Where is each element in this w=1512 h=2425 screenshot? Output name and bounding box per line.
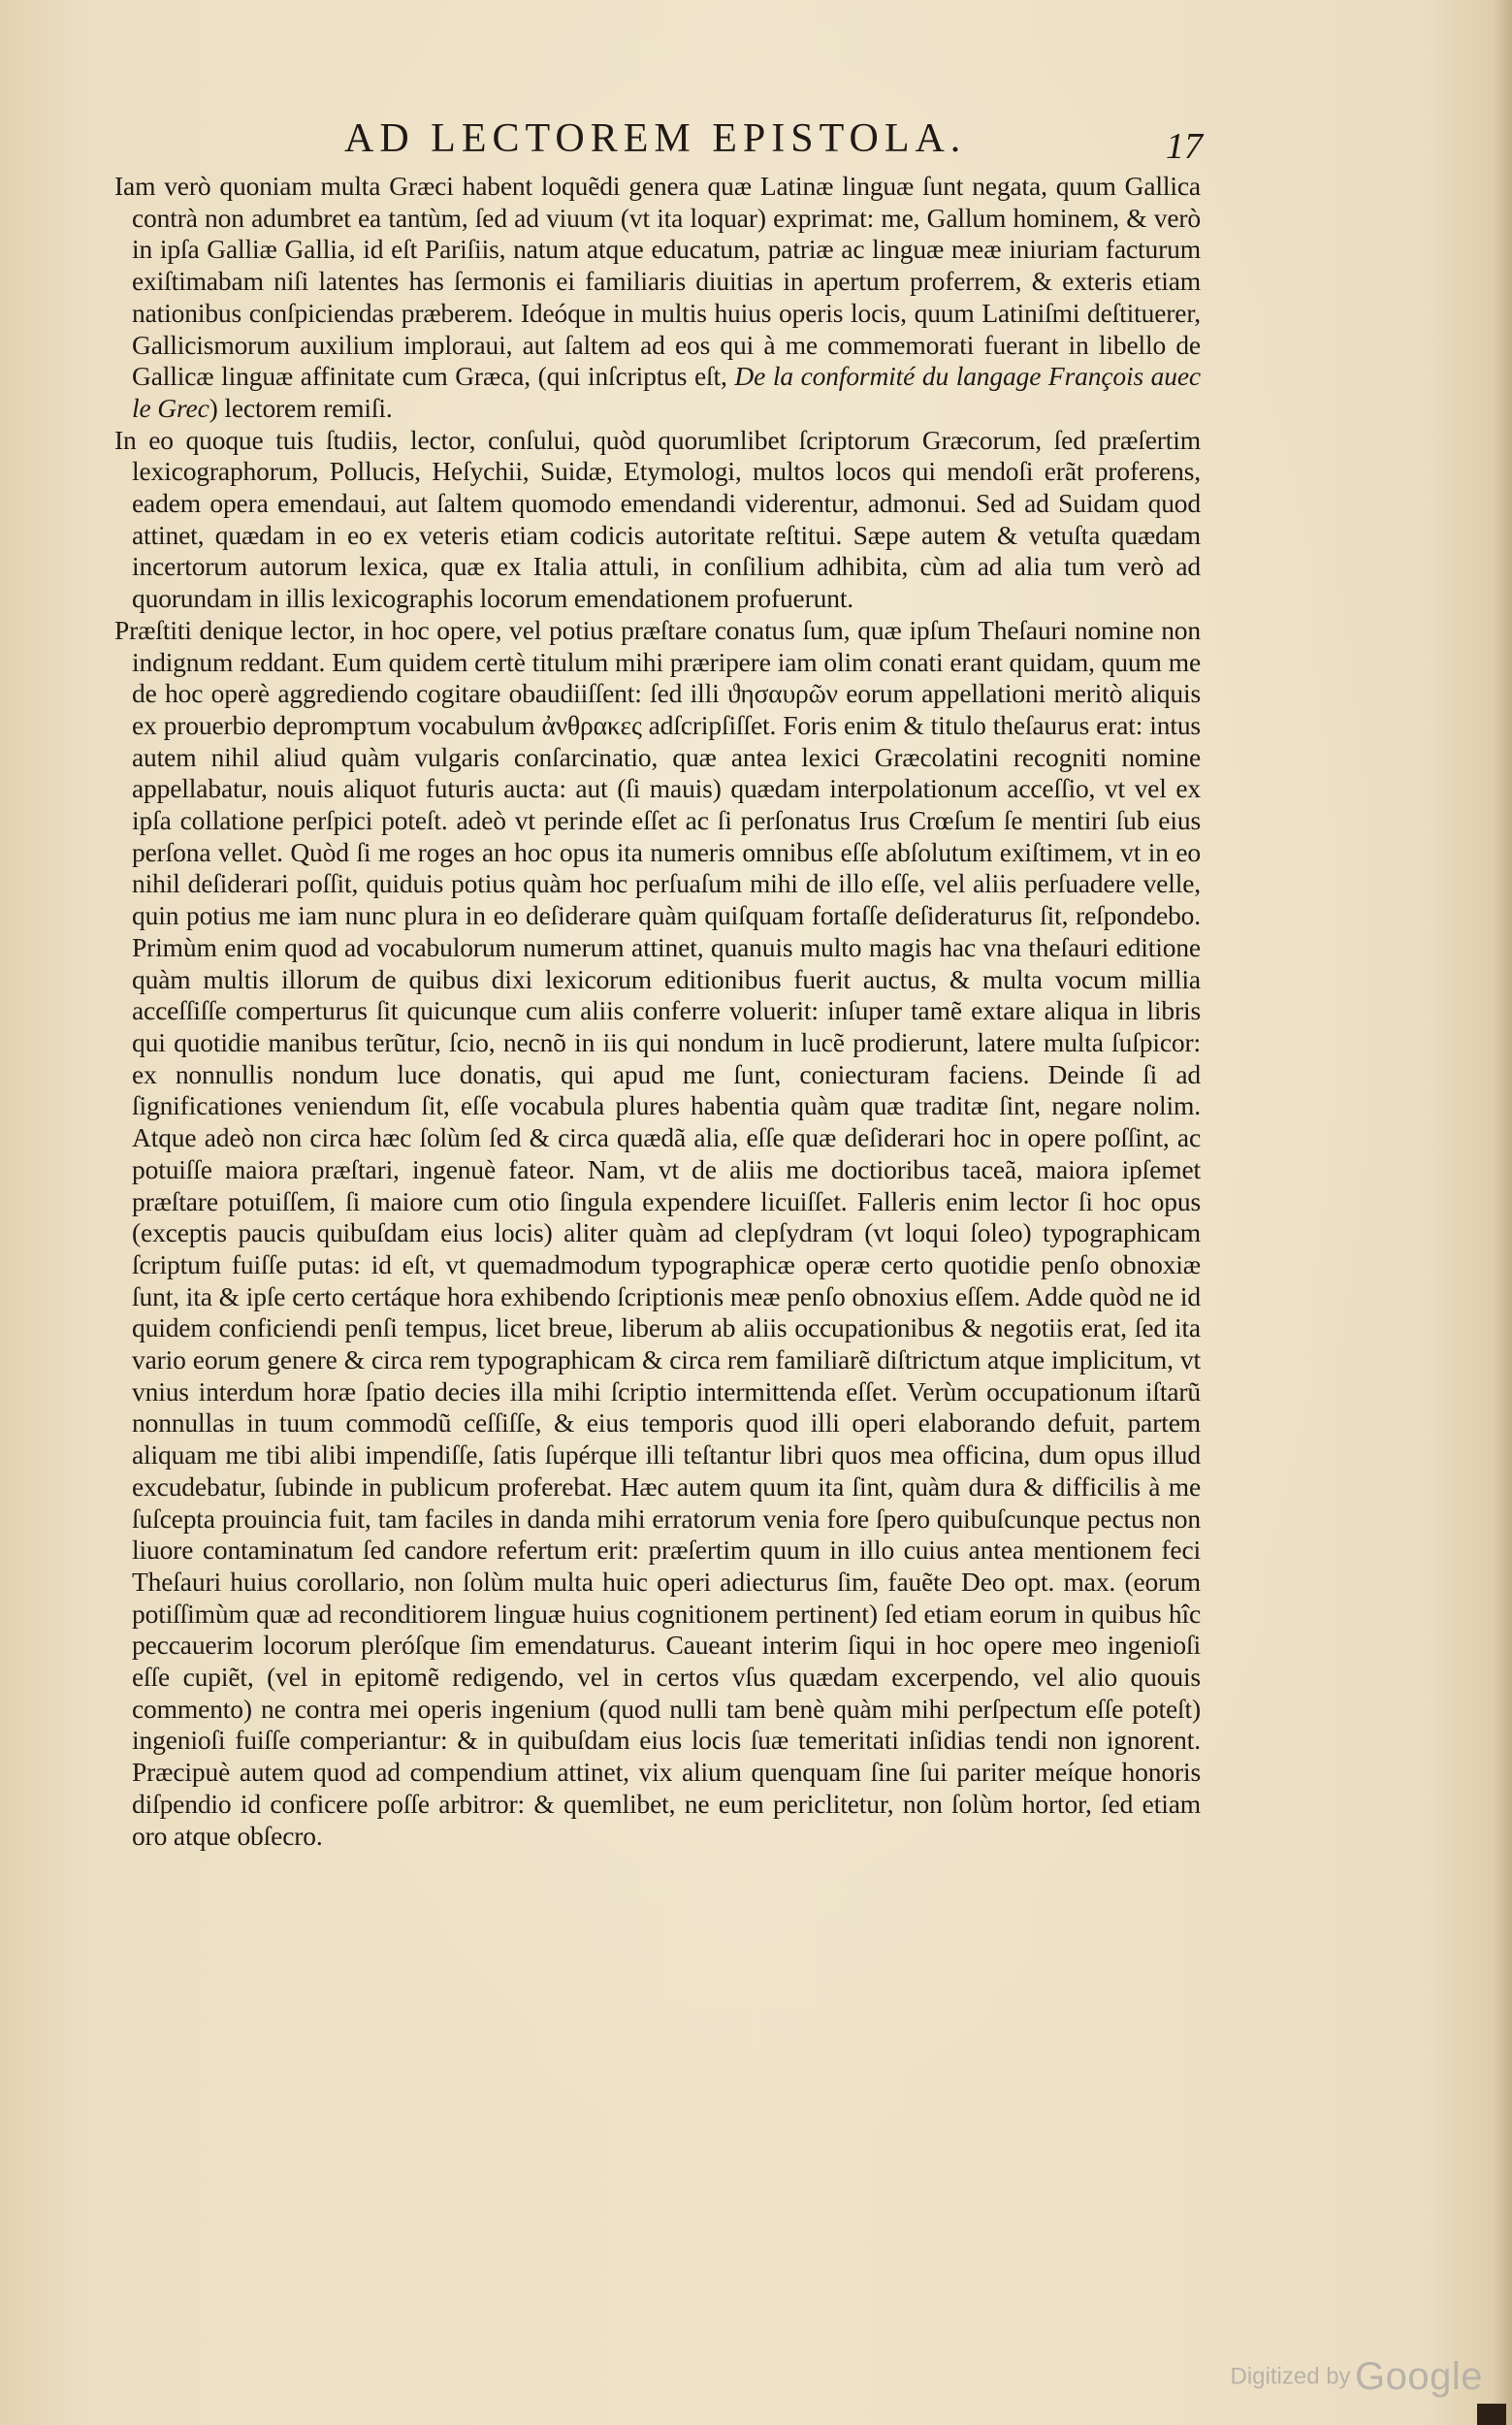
digitized-watermark bbox=[1231, 2355, 1484, 2399]
google-logo: Google bbox=[1355, 2355, 1483, 2398]
corner-mark bbox=[1477, 2404, 1506, 2425]
book-title-reference: De la conformité du langage François auec le Grec bbox=[132, 361, 1201, 423]
page-edge-shadow bbox=[1493, 0, 1512, 2425]
paragraph-3: Præſtiti denique lector, in hoc opere, vel potius præſtare conatus ſum, quæ ipſum Theſauri nomine non indignum reddant. Eum quidem certè titulum mihi præripere iam olim conati erant quidam, quum me de hoc operè aggrediendo cogitare obaudiiſſent: ſed illi ϑησαυρῶν eorum appellationi meritò aliquis ex prouerbio deprompτum vocabulum ἀνθρακες adſcripſiſſet. Foris enim & titulo theſaurus erat: intus autem nihil aliud quàm vulgaris conſarcinatio, quæ antea lexici Græcolatini recogniti nomine appellabatur, nouis aliquot futuris aucta: aut (ſi mauis) quædam interpolationum acceſſio, vt vel ex ipſa collatione perſpici poteſt. adeò vt perinde eſſet ac ſi perſonatus Irus Crœſum ſe mentiri ſub eius perſona vellet. Quòd ſi me roges an hoc opus ita numeris omnibus eſſe abſolutum exiſtimem, vt in eo nihil deſiderari poſſit, quiduis potius quàm hoc perſuaſum mihi de illo eſſe, vel aliis perſuadere velle, quin potius me iam nunc plura in eo deſiderare quàm quiſquam fortaſſe deſideraturus ſit, reſpondebo. Primùm enim quod ad vocabulorum numerum attinet, quanuis multo magis hac vna theſauri editione quàm multis illorum de quibus dixi lexicorum editionibus fuerit auctus, & multa vocum millia acceſſiſſe comperturus ſit quicunque cum aliis conferre voluerit: inſuper tamẽ extare aliqua in libris qui quotidie manibus terũtur, ſcio, necnõ in iis qui nondum in lucẽ prodierunt, latere multa ſuſpicor: ex nonnullis nondum luce donatis, qui apud me ſunt, coniecturam faciens. Deinde ſi ad ſignificationes veniendum ſit, eſſe vocabula plures habentia quàm quæ traditæ ſint, negare nolim. Atque adeò non circa hæc ſolùm ſed & circa quædã alia, eſſe quæ deſiderari hoc in opere poſſint, ac potuiſſe maiora præſtari, ingenuè fateor. Nam, vt de aliis me doctioribus taceã, maiora ipſemet præſtare potuiſſem, ſi maiore cum otio ſingula expendere licuiſſet. Falleris enim lector ſi hoc opus (exceptis paucis quibuſdam eius locis) aliter quàm ad clepſydram (vt loqui ſoleo) typographicam ſcriptum fuiſſe putas: id eſt, vt quemadmodum typographicæ operæ certo quotidie penſo obnoxiæ ſunt, ita & ipſe certo certáque hora exhibendo ſcriptionis meæ penſo obnoxius eſſem. Adde quòd ne id quidem conficiendi penſi tempus, licet breue, liberum ab aliis occupationibus & negotiis erat, ſed ita vario eorum genere & circa rem typographicam & circa rem familiarẽ diſtrictum atque implicitum, vt vnius interdum horæ ſpatio decies illa mihi ſcriptio intermittenda eſſet. Verùm occupationum iſtarũ nonnullas in tuum commodũ ceſſiſſe, & eius temporis quod illi operi elaborando defuit, partem aliquam me tibi alibi impendiſſe, ſatis ſupérque illi teſtantur libri quos mea officina, dum opus illud excudebatur, ſubinde in publicum proferebat. Hæc autem quum ita ſint, quàm dura & difficilis à me ſuſcepta prouincia fuit, tam faciles in danda mihi erratorum venia fore ſpero quibuſcunque pectus non liuore contaminatum ſed candore refertum erit: præſertim quum in illo cuius antea mentionem feci Theſauri huius corollario, non ſolùm multa huic operi adiecturus ſim, fauẽte Deo opt. max. (eorum potiſſimùm quæ ad reconditiorem linguæ huius cognitionem pertinent) ſed etiam eorum in quibus hîc peccauerim locorum pleróſque ſim emendaturus. Caueant interim ſiqui in hoc opere meo ingenioſi eſſe cupiẽt, (vel in epitomẽ redigendo, vel in certos vſus quædam excerpendo, vel alio quouis commento) ne contra mei operis ingenium (quod nulli tam benè quàm mihi perſpectum eſſe poteſt) ingenioſi fuiſſe comperiantur: & in quibuſdam eius locis ſuæ temeritati inſidias tendi non ignorent. Præcipuè autem quod ad compendium attinet, vix alium quenquam ſine ſui pariter meíque honoris diſpendio id conficere poſſe arbitror: & quemlibet, ne eum periclitetur, non ſolùm hortor, ſed etiam oro atque obſecro. bbox=[114, 614, 1201, 1851]
body-text bbox=[114, 171, 1201, 1852]
page-header bbox=[344, 114, 1203, 167]
paragraph-2: In eo quoque tuis ſtudiis, lector, conſului, quòd quorumlibet ſcriptorum Græcorum, ſed præſertim lexicographorum, Pollucis, Heſychii, Suidæ, Etymologi, multos locos qui mendoſi erãt proferens, eadem opera emendaui, aut ſaltem quomodo emendandi viderentur, admonui. Sed ad Suidam quod attinet, quædam in eo ex veteris etiam codicis autoritate reſtitui. Sæpe autem & vetuſta quædam incertorum autorum lexica, quæ ex Italia attuli, in conſilium adhibita, cùm ad alia tum verò ad quorundam in illis lexicographis locorum emendationem profuerunt. bbox=[114, 424, 1201, 614]
paragraph-1-text: Iam verò quoniam multa Græci habent loquẽdi genera quæ Latinæ linguæ ſunt negata, quum Gallica contrà non adumbret ea tantùm, ſed ad viuum (vt ita loquar) exprimat: me, Gallum hominem, & verò in ipſa Galliæ Gallia, id eſt Pariſiis, natum atque educatum, patriæ ac linguæ meæ iniuriam facturum exiſtimabam niſi latentes has ſermonis ei familiaris diuitias in apertum proferrem, & exteris etiam nationibus conſpiciendas præberem. Ideóque in multis huius operis locis, quum Latiniſmi deſtituerer, Gallicismorum auxilium imploraui, aut ſaltem ad eos qui à me commemorati fuerant in libello de Gallicæ linguæ affinitate cum Græca, (qui inſcriptus eſt, bbox=[114, 171, 1201, 392]
paragraph-1-text-end: ) lectorem remiſi. bbox=[209, 392, 393, 423]
watermark-by: Digitized by bbox=[1230, 2363, 1351, 2390]
paragraph-1 bbox=[114, 171, 1201, 425]
running-head: AD LECTOREM EPISTOLA. bbox=[344, 116, 967, 161]
page-number: 17 bbox=[1166, 126, 1203, 167]
